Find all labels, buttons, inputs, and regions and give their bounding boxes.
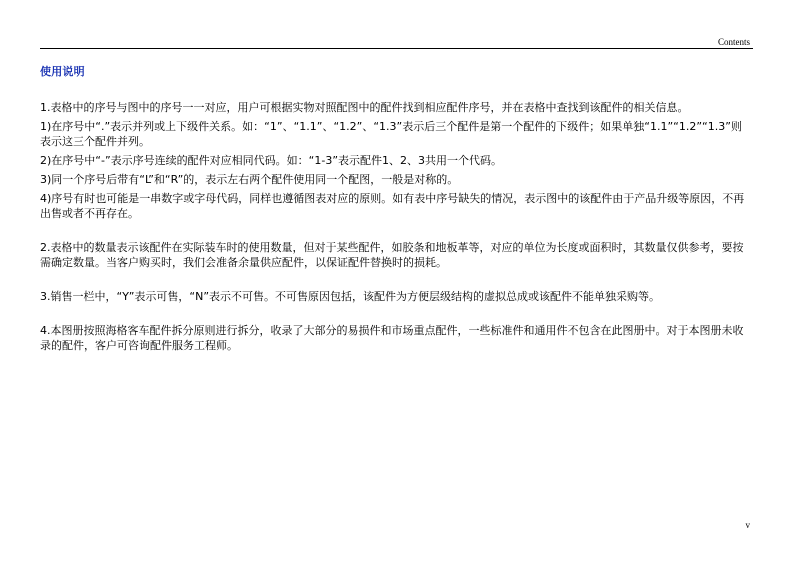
- header-divider: [40, 48, 753, 49]
- paragraph-1-item-1: 1)在序号中“.”表示并列或上下级件关系。如：“1”、“1.1”、“1.2”、“1.3”表示后三个配件是第一个配件的下级件；如果单独“1.1”“1.2”“1.3”则表示这三个配件并列。: [40, 120, 742, 148]
- page-number: v: [745, 520, 750, 530]
- paragraph-1: 1.表格中的序号与图中的序号一一对应，用户可根据实物对照配图中的配件找到相应配件序号，并在表格中查找到该配件的相关信息。: [40, 101, 689, 114]
- paragraph-1-item-4: 4)序号有时也可能是一串数字或字母代码，同样也遵循图表对应的原则。如有表中序号缺失的情况，表示图中的该配件由于产品升级等原因，不再出售或者不再存在。: [40, 192, 745, 220]
- paragraph-3: 3.销售一栏中，“Y”表示可售，“N”表示不可售。不可售原因包括，该配件为方便层级结构的虚拟总成或该配件不能单独采购等。: [40, 290, 661, 303]
- paragraph-4: 4.本图册按照海格客车配件拆分原则进行拆分，收录了大部分的易损件和市场重点配件，一些标准件和通用件不包含在此图册中。对于本图册未收录的配件，客户可咨询配件服务工程师。: [40, 324, 744, 352]
- paragraph-1-item-3: 3)同一个序号后带有“L”和“R”的，表示左右两个配件使用同一个配图，一般是对称的。: [40, 173, 459, 186]
- section-title: 使用说明: [40, 65, 85, 78]
- header-label: Contents: [717, 37, 750, 47]
- paragraph-2: 2.表格中的数量表示该配件在实际装车时的使用数量，但对于某些配件，如胶条和地板革等，对应的单位为长度或面积时，其数量仅供参考，要按需确定数量。当客户购买时，我们会准备余量供应配件，以保证配件替换时的损耗。: [40, 241, 744, 269]
- paragraph-1-item-2: 2)在序号中“-”表示序号连续的配件对应相同代码。如：“1-3”表示配件1、2、3共用一个代码。: [40, 154, 503, 167]
- instructions-body: [40, 100, 752, 353]
